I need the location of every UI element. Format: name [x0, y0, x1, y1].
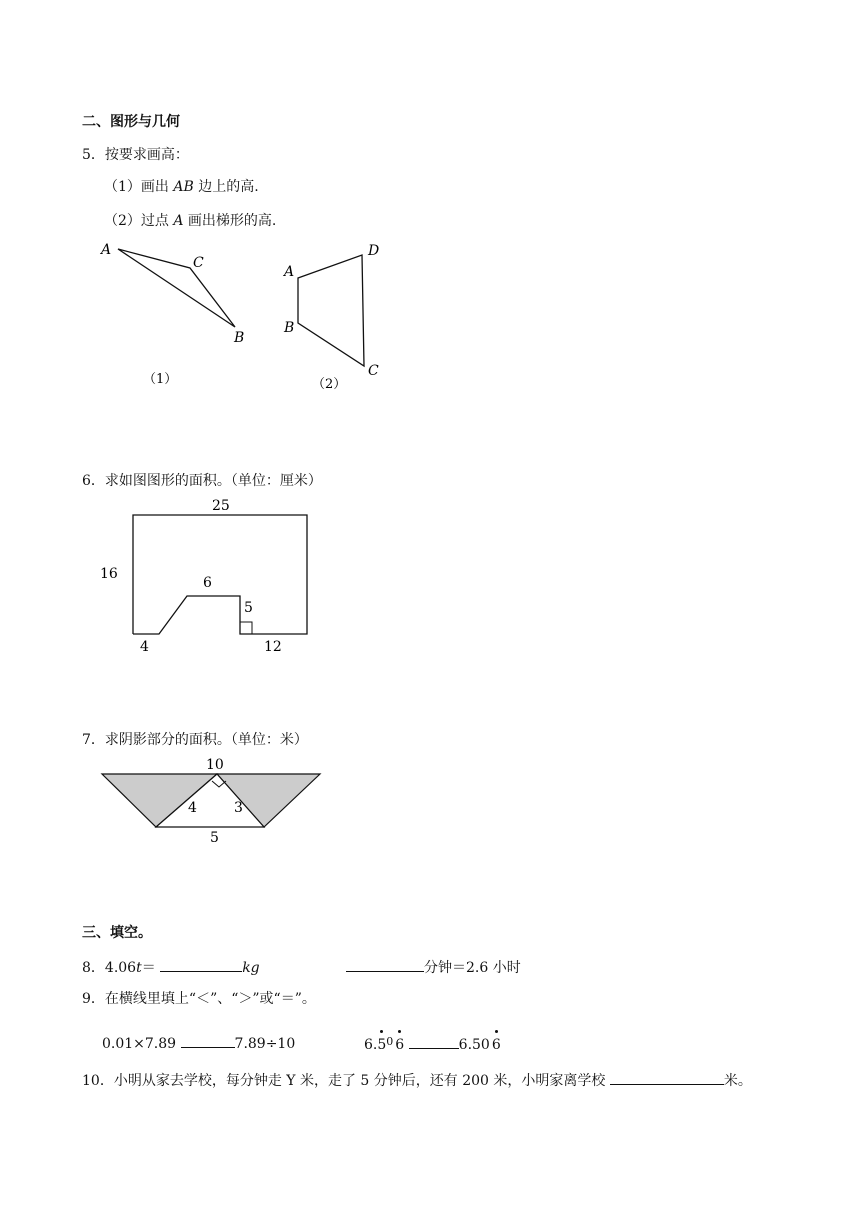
- vertex-d-label: D: [368, 243, 380, 259]
- top-length-label: 25: [212, 498, 230, 514]
- figure-2-caption: （2）: [312, 377, 347, 392]
- top-length-label: 10: [206, 757, 224, 773]
- question-8-part1: [82, 957, 260, 977]
- sub2-suffix: 画出梯形的高.: [183, 213, 277, 229]
- question-9-stem: 9．在横线里填上“＜”、“＞”或“＝”。: [82, 991, 316, 1007]
- question-10: [82, 1070, 752, 1090]
- triangle-shape: [118, 249, 235, 327]
- answer-blank[interactable]: [610, 1070, 724, 1085]
- repeat-dot: [380, 1030, 383, 1033]
- q9-right-expression: 7.89÷10: [234, 1036, 296, 1052]
- trapezoid-shape: [298, 255, 364, 366]
- sub1-variable: AB: [173, 179, 194, 195]
- q9-left-expression: 0.01×7.89: [102, 1036, 181, 1052]
- sub2-variable: A: [173, 213, 184, 229]
- question-6-stem: 6．求如图图形的面积。（单位：厘米）: [82, 473, 322, 489]
- bottom-right-label: 12: [264, 639, 282, 655]
- repeat-dot: [398, 1030, 401, 1033]
- left-leg-label: 4: [188, 800, 197, 816]
- question-9-left-comparison: [102, 1033, 295, 1053]
- q9-decimal-prefix: 6.: [364, 1037, 378, 1053]
- trapezoid-figure: [280, 236, 390, 396]
- notch-top-label: 6: [203, 575, 212, 591]
- q9-compare-decimal: 6.50: [458, 1037, 490, 1053]
- section-heading-geometry: 二、图形与几何: [82, 114, 180, 130]
- sub1-suffix: 边上的高.: [193, 179, 259, 195]
- q8-prefix: 8．4.06: [82, 960, 137, 976]
- question-7-stem: 7．求阴影部分的面积。（单位：米）: [82, 732, 308, 748]
- answer-blank[interactable]: [409, 1034, 459, 1049]
- middle-digit: 0: [386, 1035, 394, 1048]
- repeat-dot: [495, 1030, 498, 1033]
- triangle-figure: [96, 236, 256, 396]
- bottom-left-label: 4: [140, 639, 149, 655]
- q10-unit: 米。: [723, 1073, 752, 1089]
- question-8-part2: [346, 957, 521, 977]
- bottom-length-label: 5: [210, 830, 219, 846]
- right-leg-label: 3: [234, 800, 243, 816]
- answer-blank[interactable]: [181, 1033, 235, 1048]
- figure-1-caption: （1）: [143, 372, 178, 387]
- answer-blank[interactable]: [160, 957, 242, 972]
- sub2-prefix: （2）过点: [104, 213, 174, 229]
- left-length-label: 16: [100, 566, 118, 582]
- q8-ton-unit: t: [136, 960, 142, 976]
- question-5-sub2: [104, 212, 276, 230]
- q10-text: 10．小明从家去学校，每分钟走 Y 米，走了 5 分钟后，还有 200 米，小明家离学校: [82, 1073, 610, 1089]
- vertex-a-label: A: [284, 264, 295, 280]
- vertex-a-label: A: [101, 242, 112, 258]
- repeating-digit: 5: [377, 1036, 386, 1054]
- vertex-b-label: B: [284, 320, 295, 336]
- vertex-c-label: C: [193, 255, 204, 271]
- q8-kg-unit: kg: [242, 960, 260, 976]
- notched-rectangle-figure: [96, 494, 316, 660]
- q8-part2-text: 分钟＝2.6 小时: [424, 960, 521, 976]
- section-heading-fill-in: 三、填空。: [82, 925, 152, 941]
- answer-blank[interactable]: [346, 957, 424, 972]
- shaded-trapezoid-figure: [96, 754, 326, 846]
- right-angle-mark: [240, 622, 252, 634]
- notch-height-label: 5: [244, 600, 253, 616]
- question-5-stem: 5．按要求画高：: [82, 147, 189, 163]
- q8-equals: ＝: [141, 960, 161, 976]
- question-9-right-comparison: [364, 1033, 501, 1054]
- repeating-digit: 6: [492, 1036, 501, 1054]
- vertex-b-label: B: [234, 330, 245, 346]
- question-5-sub1: [104, 178, 259, 196]
- sub1-prefix: （1）画出: [104, 179, 174, 195]
- vertex-c-label: C: [368, 363, 379, 379]
- notched-rectangle-shape: [133, 515, 307, 634]
- repeating-digit: 6: [395, 1036, 404, 1054]
